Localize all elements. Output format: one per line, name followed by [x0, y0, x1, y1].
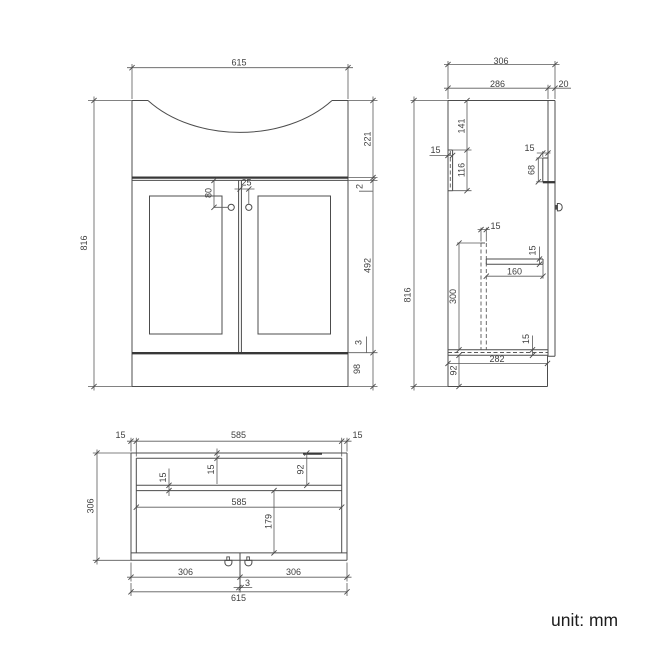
unit-label: unit: mm — [551, 610, 619, 630]
side-outline-lines — [448, 101, 555, 387]
dim-front-door-gap: 3 — [353, 339, 364, 346]
dim-plan-back-panel-thickness: 15 — [206, 464, 216, 475]
dim-plan-left-wall: 15 — [115, 430, 126, 441]
front-view — [79, 58, 378, 391]
dim-side-bracket-height: 116 — [456, 162, 467, 178]
side-dimension-ticks — [411, 62, 557, 389]
dim-side-bracket-drop: 141 — [456, 118, 467, 134]
dim-side-carcass-depth: 286 — [489, 79, 506, 90]
dim-plan-rail-thickness: 15 — [158, 472, 168, 483]
dim-plan-inner-depth: 179 — [263, 513, 274, 530]
dim-side-shelf-depth: 160 — [506, 266, 523, 277]
plan-dimension-ticks — [94, 439, 349, 595]
dim-plan-right-wall: 15 — [352, 430, 363, 441]
dim-side-hinge-height: 68 — [526, 164, 537, 176]
dim-side-hinge-width: 15 — [524, 143, 535, 154]
dim-side-plinth-height: 92 — [448, 365, 459, 376]
dim-front-total-height: 816 — [79, 235, 89, 251]
front-dimension-ticks — [91, 65, 375, 389]
dim-side-bracket-width: 15 — [430, 145, 441, 156]
side-view — [403, 56, 572, 390]
dim-side-total-height: 816 — [402, 287, 413, 303]
plan-view — [86, 430, 363, 603]
plan-door-knob-icon — [225, 557, 232, 566]
dim-side-base-depth: 282 — [489, 354, 505, 365]
door-knob-icon — [246, 204, 252, 210]
dim-plan-left-door-width: 306 — [177, 567, 194, 578]
door-knob-icon — [228, 204, 234, 210]
dim-front-total-width: 615 — [231, 57, 247, 68]
dim-plan-inner-width: 585 — [230, 430, 247, 441]
dim-plan-door-gap: 3 — [244, 578, 251, 589]
side-door-knob-icon — [555, 204, 562, 211]
dim-front-counter-lip: 2 — [354, 183, 365, 190]
dim-plan-total-depth: 306 — [85, 498, 96, 514]
dim-plan-total-width: 615 — [230, 593, 247, 604]
dim-front-basin-height: 221 — [362, 131, 373, 147]
dim-plan-right-door-width: 306 — [285, 567, 302, 578]
plan-door-knob-icon — [245, 557, 252, 566]
dim-side-total-depth: 306 — [493, 56, 509, 67]
dim-plan-mid-inner-width: 585 — [231, 497, 247, 508]
front-dimension-lines — [88, 64, 378, 391]
dim-front-handle-offset: 25 — [241, 177, 252, 188]
dim-front-handle-drop: 80 — [203, 187, 214, 199]
dim-side-shelf-thickness: 15 — [527, 245, 538, 256]
front-counter-and-plinth-lines — [132, 178, 348, 354]
dim-side-door-thickness: 20 — [558, 79, 569, 90]
front-outline-lines — [132, 101, 348, 387]
plan-dimension-lines — [93, 438, 352, 596]
dim-side-partition-height: 300 — [448, 288, 458, 305]
dim-plan-back-offset: 92 — [295, 464, 306, 475]
dim-front-door-height: 492 — [362, 257, 373, 274]
dim-side-partition-thickness: 15 — [490, 221, 501, 232]
dim-front-plinth-height: 98 — [352, 363, 362, 375]
dim-side-base-thickness: 15 — [521, 333, 531, 345]
